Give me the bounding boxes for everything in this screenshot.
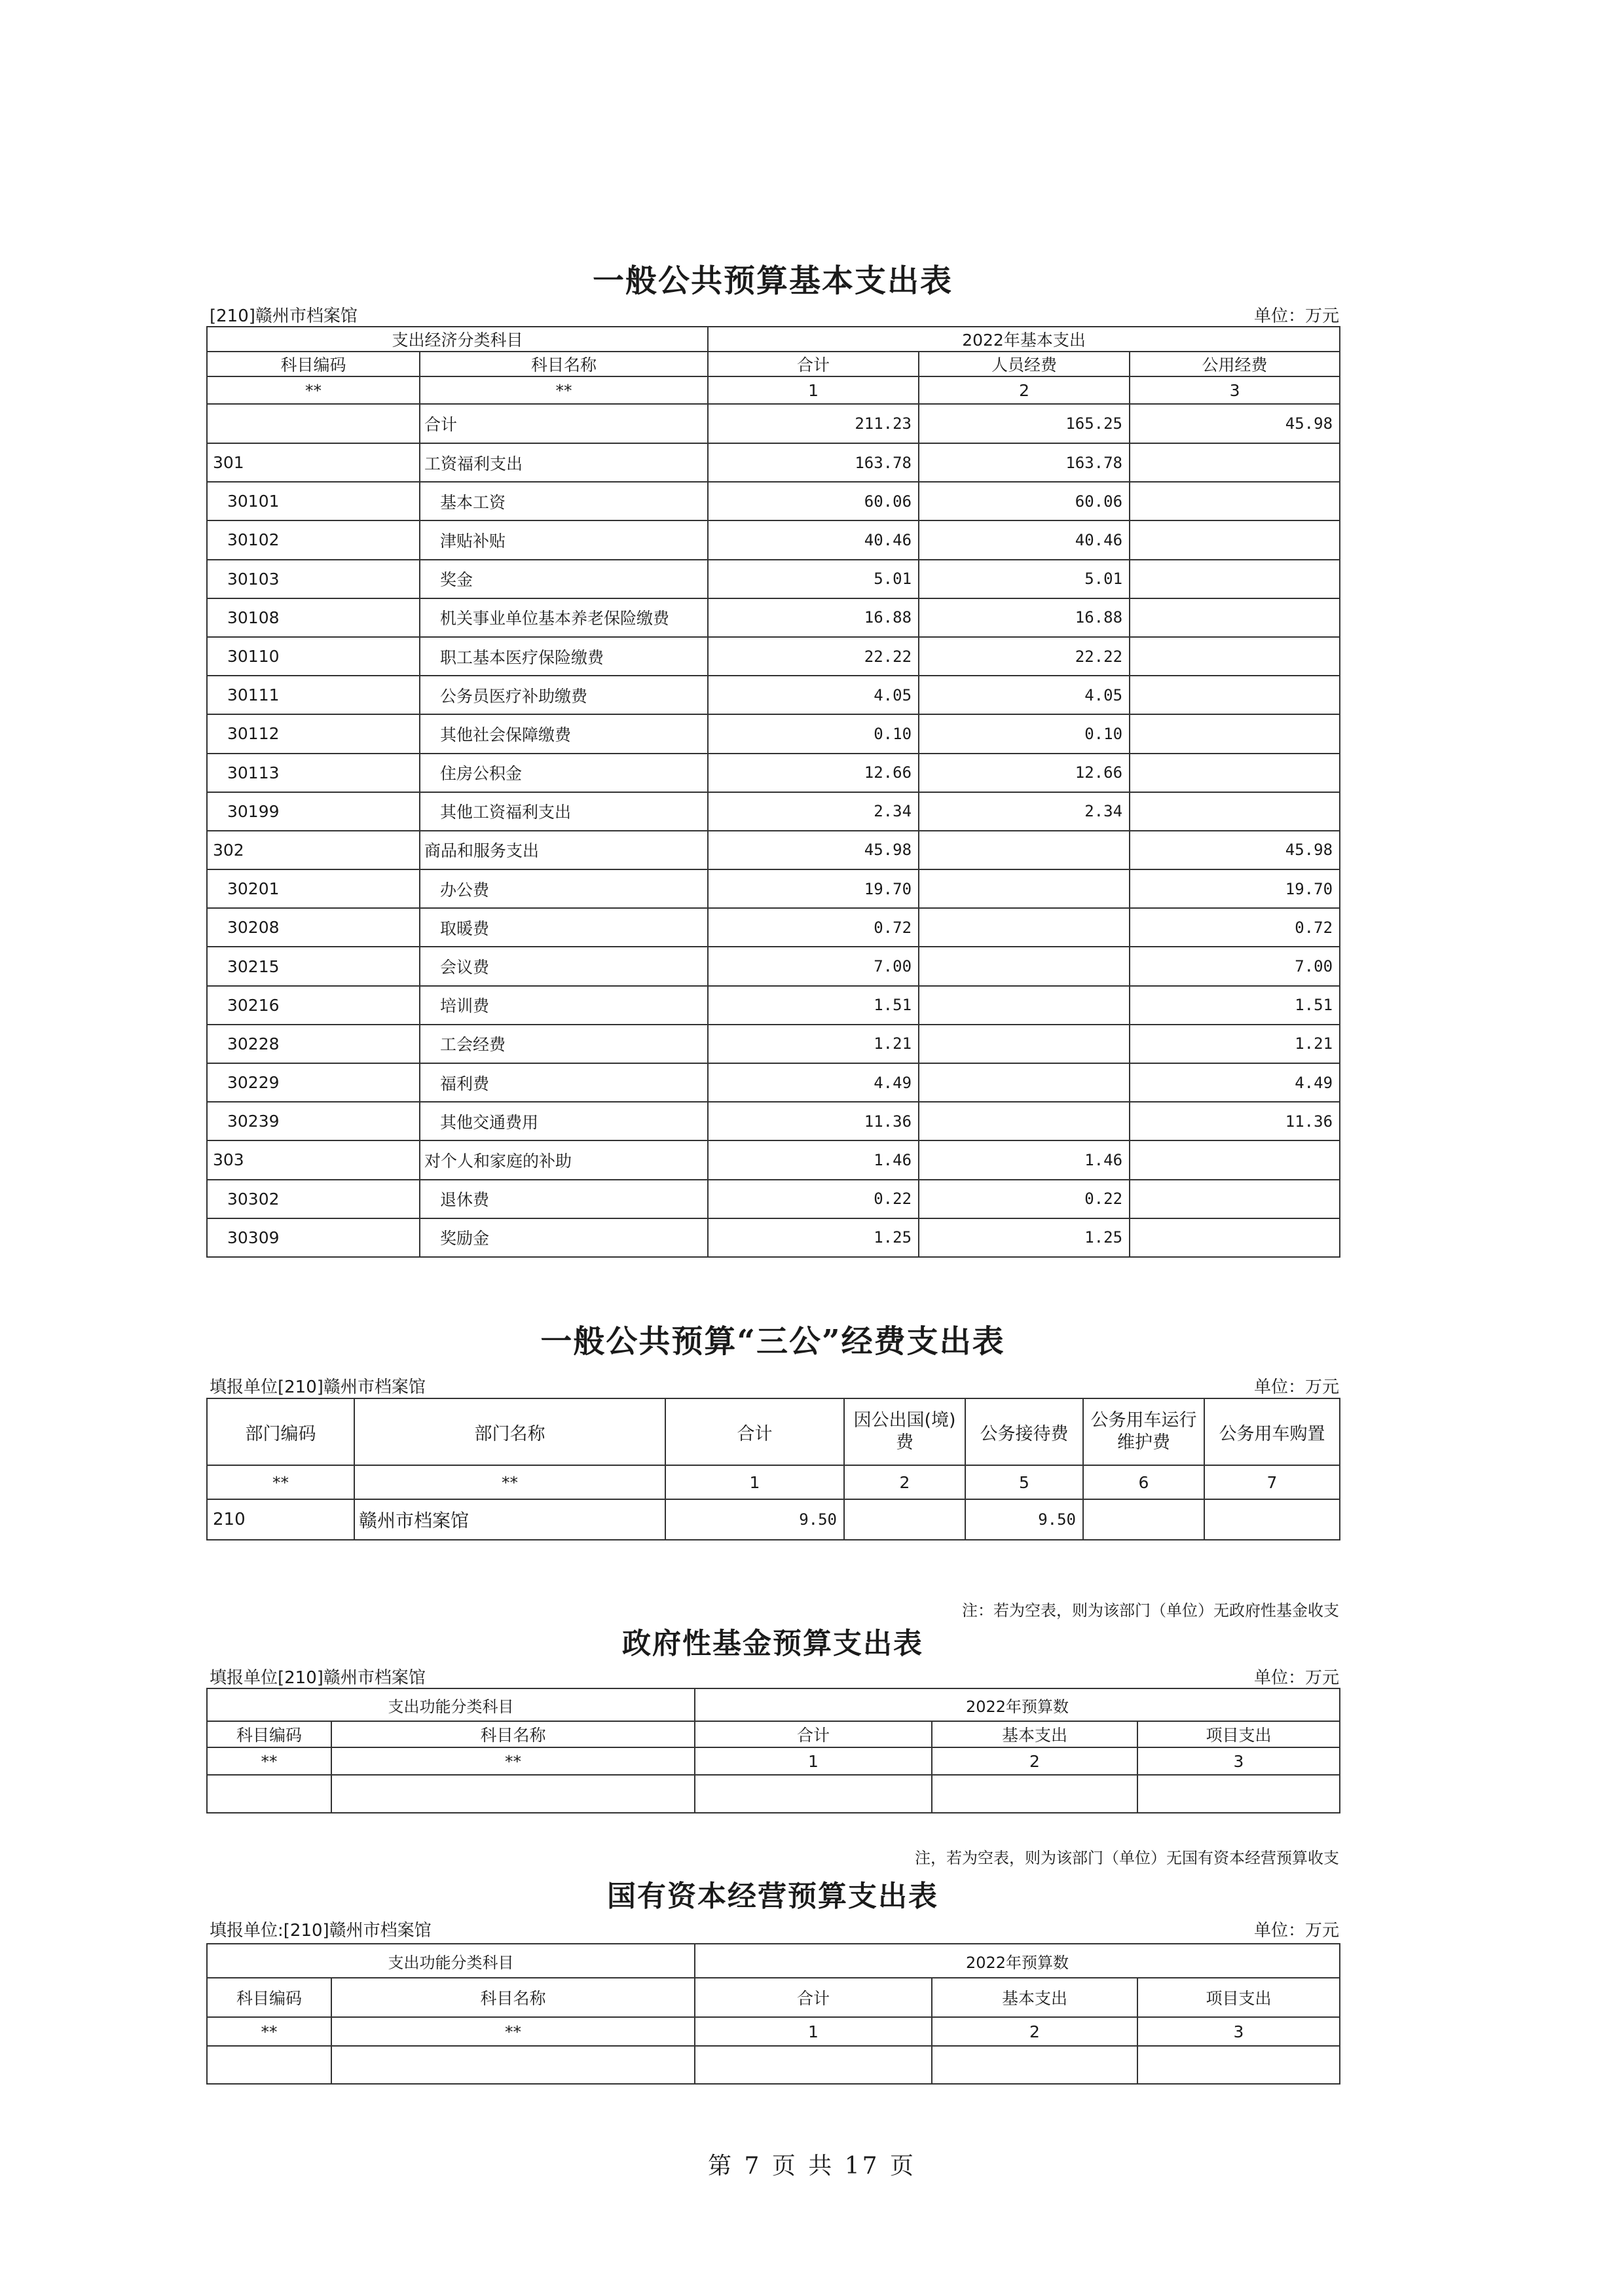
subject-name-cell: 津贴补贴 (420, 520, 708, 559)
table-row (207, 754, 1340, 792)
column-header: 公用经费 (1130, 352, 1340, 376)
public-amount-cell (1130, 443, 1340, 482)
index-cell: 2 (932, 1747, 1137, 1775)
subject-code-cell: 30102 (207, 520, 420, 559)
empty-table-note: 注，若为空表，则为该部门（单位）无国有资本经营预算收支 (915, 1849, 1339, 1867)
subject-code-cell: 30215 (207, 947, 420, 985)
three-public-title: 一般公共预算“三公”经费支出表 (540, 1323, 1005, 1360)
subject-code-cell: 30113 (207, 754, 420, 792)
index-row (207, 376, 1340, 404)
subject-name-cell: 培训费 (420, 986, 708, 1025)
subject-code-cell: 302 (207, 831, 420, 869)
index-cell: 2 (919, 376, 1130, 404)
gov-fund-title: 政府性基金预算支出表 (622, 1627, 923, 1660)
table-row (207, 520, 1340, 559)
subject-code-cell (207, 404, 420, 443)
group-header-year: 2022年预算数 (695, 1688, 1340, 1721)
total-amount-cell: 1.21 (708, 1025, 919, 1063)
car-buy-cell (1204, 1499, 1340, 1540)
subject-name-cell: 基本工资 (420, 482, 708, 520)
total-amount-cell: 1.46 (708, 1140, 919, 1179)
subject-name-cell: 福利费 (420, 1063, 708, 1102)
public-amount-cell (1130, 520, 1340, 559)
total-amount-cell: 45.98 (708, 831, 919, 869)
basic-expenditure-table (206, 326, 1340, 1258)
total-amount-cell: 60.06 (708, 482, 919, 520)
index-cell: ** (207, 376, 420, 404)
public-amount-cell (1130, 1140, 1340, 1179)
basic-expenditure-title: 一般公共预算基本支出表 (592, 263, 953, 299)
public-amount-cell (1130, 792, 1340, 831)
index-row (207, 2017, 1340, 2046)
personnel-amount-cell (919, 986, 1130, 1025)
subject-name-cell: 商品和服务支出 (420, 831, 708, 869)
total-amount-cell: 12.66 (708, 754, 919, 792)
index-cell: 3 (1130, 376, 1340, 404)
public-amount-cell (1130, 560, 1340, 598)
filing-unit: 填报单位:[210]赣州市档案馆 (210, 1921, 432, 1941)
index-cell: 1 (708, 376, 919, 404)
column-header: 部门编码 (207, 1398, 354, 1465)
total-amount-cell: 1.51 (708, 986, 919, 1025)
unit-label: 单位：万元 (1253, 1668, 1339, 1688)
subject-code-cell: 30108 (207, 598, 420, 637)
car-run-cell (1083, 1499, 1204, 1540)
empty-cell (331, 2046, 695, 2084)
public-amount-cell: 4.49 (1130, 1063, 1340, 1102)
table-row (207, 1180, 1340, 1218)
group-header-function: 支出功能分类科目 (207, 1688, 695, 1721)
column-header: 合计 (708, 352, 919, 376)
total-amount-cell: 163.78 (708, 443, 919, 482)
subject-code-cell: 30201 (207, 869, 420, 908)
index-cell: ** (354, 1465, 665, 1499)
table-row (207, 598, 1340, 637)
three-public-section (206, 1316, 1339, 1552)
column-header-row (207, 1398, 1340, 1465)
public-amount-cell: 11.36 (1130, 1102, 1340, 1140)
empty-row (207, 2046, 1340, 2084)
personnel-amount-cell: 40.46 (919, 520, 1130, 559)
public-amount-cell: 1.21 (1130, 1025, 1340, 1063)
column-header: 基本支出 (932, 1721, 1137, 1747)
table-row (207, 482, 1340, 520)
column-header: 因公出国(境)费 (844, 1398, 965, 1465)
empty-cell (932, 2046, 1137, 2084)
subject-name-cell: 工会经费 (420, 1025, 708, 1063)
group-header-row (207, 1688, 1340, 1721)
total-amount-cell: 0.22 (708, 1180, 919, 1218)
column-header: 合计 (695, 1978, 932, 2017)
personnel-amount-cell: 0.10 (919, 714, 1130, 753)
index-row (207, 1465, 1340, 1499)
table-row (207, 869, 1340, 908)
empty-cell (207, 1775, 331, 1813)
index-cell: 7 (1204, 1465, 1340, 1499)
subject-name-cell: 奖金 (420, 560, 708, 598)
personnel-amount-cell (919, 1102, 1130, 1140)
table-row (207, 714, 1340, 753)
filing-unit: 填报单位[210]赣州市档案馆 (210, 1668, 426, 1688)
gov-fund-table (206, 1688, 1340, 1813)
subject-name-cell: 办公费 (420, 869, 708, 908)
public-amount-cell (1130, 637, 1340, 676)
subject-name-cell: 对个人和家庭的补助 (420, 1140, 708, 1179)
subject-name-cell: 合计 (420, 404, 708, 443)
total-amount-cell: 11.36 (708, 1102, 919, 1140)
public-amount-cell: 45.98 (1130, 831, 1340, 869)
subject-code-cell: 30208 (207, 908, 420, 947)
personnel-amount-cell (919, 869, 1130, 908)
subject-name-cell: 取暖费 (420, 908, 708, 947)
column-header: 合计 (695, 1721, 932, 1747)
public-amount-cell (1130, 598, 1340, 637)
subject-code-cell: 30101 (207, 482, 420, 520)
index-cell: 2 (844, 1465, 965, 1499)
public-amount-cell (1130, 482, 1340, 520)
personnel-amount-cell: 1.46 (919, 1140, 1130, 1179)
empty-cell (1137, 2046, 1340, 2084)
total-amount-cell: 22.22 (708, 637, 919, 676)
subject-name-cell: 其他社会保障缴费 (420, 714, 708, 753)
index-cell: ** (420, 376, 708, 404)
total-amount-cell: 0.72 (708, 908, 919, 947)
reception-cell: 9.50 (965, 1499, 1083, 1540)
index-cell: 3 (1137, 1747, 1340, 1775)
column-header: 科目名称 (331, 1721, 695, 1747)
subject-code-cell: 30216 (207, 986, 420, 1025)
table-row (207, 1499, 1340, 1540)
subject-name-cell: 住房公积金 (420, 754, 708, 792)
subject-name-cell: 工资福利支出 (420, 443, 708, 482)
public-amount-cell (1130, 676, 1340, 714)
column-header: 合计 (665, 1398, 844, 1465)
subject-code-cell: 303 (207, 1140, 420, 1179)
personnel-amount-cell: 163.78 (919, 443, 1130, 482)
subject-code-cell: 30110 (207, 637, 420, 676)
dept-name-cell: 赣州市档案馆 (354, 1499, 665, 1540)
table-row (207, 986, 1340, 1025)
table-row (207, 404, 1340, 443)
total-amount-cell: 2.34 (708, 792, 919, 831)
personnel-amount-cell: 1.25 (919, 1218, 1130, 1257)
empty-cell (331, 1775, 695, 1813)
empty-cell (207, 2046, 331, 2084)
subject-name-cell: 机关事业单位基本养老保险缴费 (420, 598, 708, 637)
total-amount-cell: 1.25 (708, 1218, 919, 1257)
group-header-year: 2022年基本支出 (708, 327, 1340, 352)
personnel-amount-cell (919, 947, 1130, 985)
public-amount-cell (1130, 754, 1340, 792)
index-cell: 5 (965, 1465, 1083, 1499)
column-header: 科目名称 (331, 1978, 695, 2017)
filing-unit: 填报单位[210]赣州市档案馆 (210, 1377, 426, 1397)
subject-name-cell: 退休费 (420, 1180, 708, 1218)
subject-name-cell: 会议费 (420, 947, 708, 985)
personnel-amount-cell (919, 1025, 1130, 1063)
unit-label: 单位：万元 (1253, 306, 1339, 326)
total-amount-cell: 0.10 (708, 714, 919, 753)
total-amount-cell: 4.05 (708, 676, 919, 714)
column-header-row (207, 1978, 1340, 2017)
personnel-amount-cell (919, 831, 1130, 869)
column-header: 科目名称 (420, 352, 708, 376)
column-header: 项目支出 (1137, 1978, 1340, 2017)
personnel-amount-cell: 165.25 (919, 404, 1130, 443)
subject-name-cell: 奖励金 (420, 1218, 708, 1257)
page-number: 第 7 页 共 17 页 (708, 2153, 916, 2179)
subject-code-cell: 30239 (207, 1102, 420, 1140)
public-amount-cell (1130, 1180, 1340, 1218)
state-capital-table (206, 1943, 1340, 2085)
empty-cell (1137, 1775, 1340, 1813)
group-header-year: 2022年预算数 (695, 1944, 1340, 1978)
column-header: 公务用车购置 (1204, 1398, 1340, 1465)
group-header-row (207, 327, 1340, 352)
index-row (207, 1747, 1340, 1775)
public-amount-cell: 19.70 (1130, 869, 1340, 908)
table-row (207, 1218, 1340, 1257)
column-header: 部门名称 (354, 1398, 665, 1465)
three-public-table (206, 1398, 1340, 1540)
index-cell: ** (331, 2017, 695, 2046)
group-header-function: 支出功能分类科目 (207, 1944, 695, 1978)
abroad-cell (844, 1499, 965, 1540)
column-header: 科目编码 (207, 352, 420, 376)
index-cell: ** (331, 1747, 695, 1775)
table-row (207, 792, 1340, 831)
group-header-row (207, 1944, 1340, 1978)
total-amount-cell: 40.46 (708, 520, 919, 559)
subject-code-cell: 30112 (207, 714, 420, 753)
personnel-amount-cell: 4.05 (919, 676, 1130, 714)
empty-cell (695, 2046, 932, 2084)
table-row (207, 1102, 1340, 1140)
table-row (207, 1025, 1340, 1063)
column-header: 科目编码 (207, 1978, 331, 2017)
total-amount-cell: 4.49 (708, 1063, 919, 1102)
index-cell: 1 (695, 2017, 932, 2046)
personnel-amount-cell: 22.22 (919, 637, 1130, 676)
table-row (207, 676, 1340, 714)
personnel-amount-cell: 2.34 (919, 792, 1130, 831)
empty-cell (932, 1775, 1137, 1813)
group-header-economic: 支出经济分类科目 (207, 327, 708, 352)
personnel-amount-cell: 5.01 (919, 560, 1130, 598)
table-row (207, 908, 1340, 947)
personnel-amount-cell (919, 1063, 1130, 1102)
index-cell: 3 (1137, 2017, 1340, 2046)
empty-cell (695, 1775, 932, 1813)
total-amount-cell: 19.70 (708, 869, 919, 908)
subject-name-cell: 职工基本医疗保险缴费 (420, 637, 708, 676)
total-amount-cell: 7.00 (708, 947, 919, 985)
index-cell: 1 (665, 1465, 844, 1499)
basic-expenditure-section (206, 249, 1339, 1270)
personnel-amount-cell: 0.22 (919, 1180, 1130, 1218)
public-amount-cell (1130, 1218, 1340, 1257)
personnel-amount-cell: 12.66 (919, 754, 1130, 792)
column-header: 科目编码 (207, 1721, 331, 1747)
column-header: 基本支出 (932, 1978, 1137, 2017)
table-row (207, 637, 1340, 676)
personnel-amount-cell (919, 908, 1130, 947)
table-row (207, 1063, 1340, 1102)
subject-code-cell: 30302 (207, 1180, 420, 1218)
filing-unit: [210]赣州市档案馆 (210, 306, 358, 326)
index-cell: 6 (1083, 1465, 1204, 1499)
total-amount-cell: 211.23 (708, 404, 919, 443)
public-amount-cell: 45.98 (1130, 404, 1340, 443)
unit-label: 单位：万元 (1253, 1377, 1339, 1397)
subject-code-cell: 30309 (207, 1218, 420, 1257)
column-header: 人员经费 (919, 352, 1130, 376)
subject-name-cell: 其他工资福利支出 (420, 792, 708, 831)
total-cell: 9.50 (665, 1499, 844, 1540)
index-cell: ** (207, 2017, 331, 2046)
subject-code-cell: 30229 (207, 1063, 420, 1102)
personnel-amount-cell: 60.06 (919, 482, 1130, 520)
personnel-amount-cell: 16.88 (919, 598, 1130, 637)
total-amount-cell: 16.88 (708, 598, 919, 637)
gov-fund-section (206, 1597, 1339, 1833)
table-row (207, 560, 1340, 598)
index-cell: 1 (695, 1747, 932, 1775)
column-header: 公务接待费 (965, 1398, 1083, 1465)
subject-code-cell: 30111 (207, 676, 420, 714)
index-cell: ** (207, 1747, 331, 1775)
public-amount-cell (1130, 714, 1340, 753)
empty-table-note: 注：若为空表，则为该部门（单位）无政府性基金收支 (962, 1601, 1339, 1620)
empty-row (207, 1775, 1340, 1813)
public-amount-cell: 7.00 (1130, 947, 1340, 985)
index-cell: ** (207, 1465, 354, 1499)
subject-code-cell: 301 (207, 443, 420, 482)
column-header-row (207, 1721, 1340, 1747)
state-capital-title: 国有资本经营预算支出表 (607, 1880, 938, 1913)
total-amount-cell: 5.01 (708, 560, 919, 598)
table-row (207, 1140, 1340, 1179)
subject-code-cell: 30199 (207, 792, 420, 831)
unit-label: 单位：万元 (1253, 1921, 1339, 1941)
subject-code-cell: 30228 (207, 1025, 420, 1063)
column-header-row (207, 352, 1340, 376)
dept-code-cell: 210 (207, 1499, 354, 1540)
table-row (207, 443, 1340, 482)
table-row (207, 947, 1340, 985)
column-header: 项目支出 (1137, 1721, 1340, 1747)
subject-code-cell: 30103 (207, 560, 420, 598)
subject-name-cell: 公务员医疗补助缴费 (420, 676, 708, 714)
column-header: 公务用车运行维护费 (1083, 1398, 1204, 1465)
index-cell: 2 (932, 2017, 1137, 2046)
table-row (207, 831, 1340, 869)
public-amount-cell: 0.72 (1130, 908, 1340, 947)
state-capital-section (206, 1845, 1339, 2094)
public-amount-cell: 1.51 (1130, 986, 1340, 1025)
subject-name-cell: 其他交通费用 (420, 1102, 708, 1140)
